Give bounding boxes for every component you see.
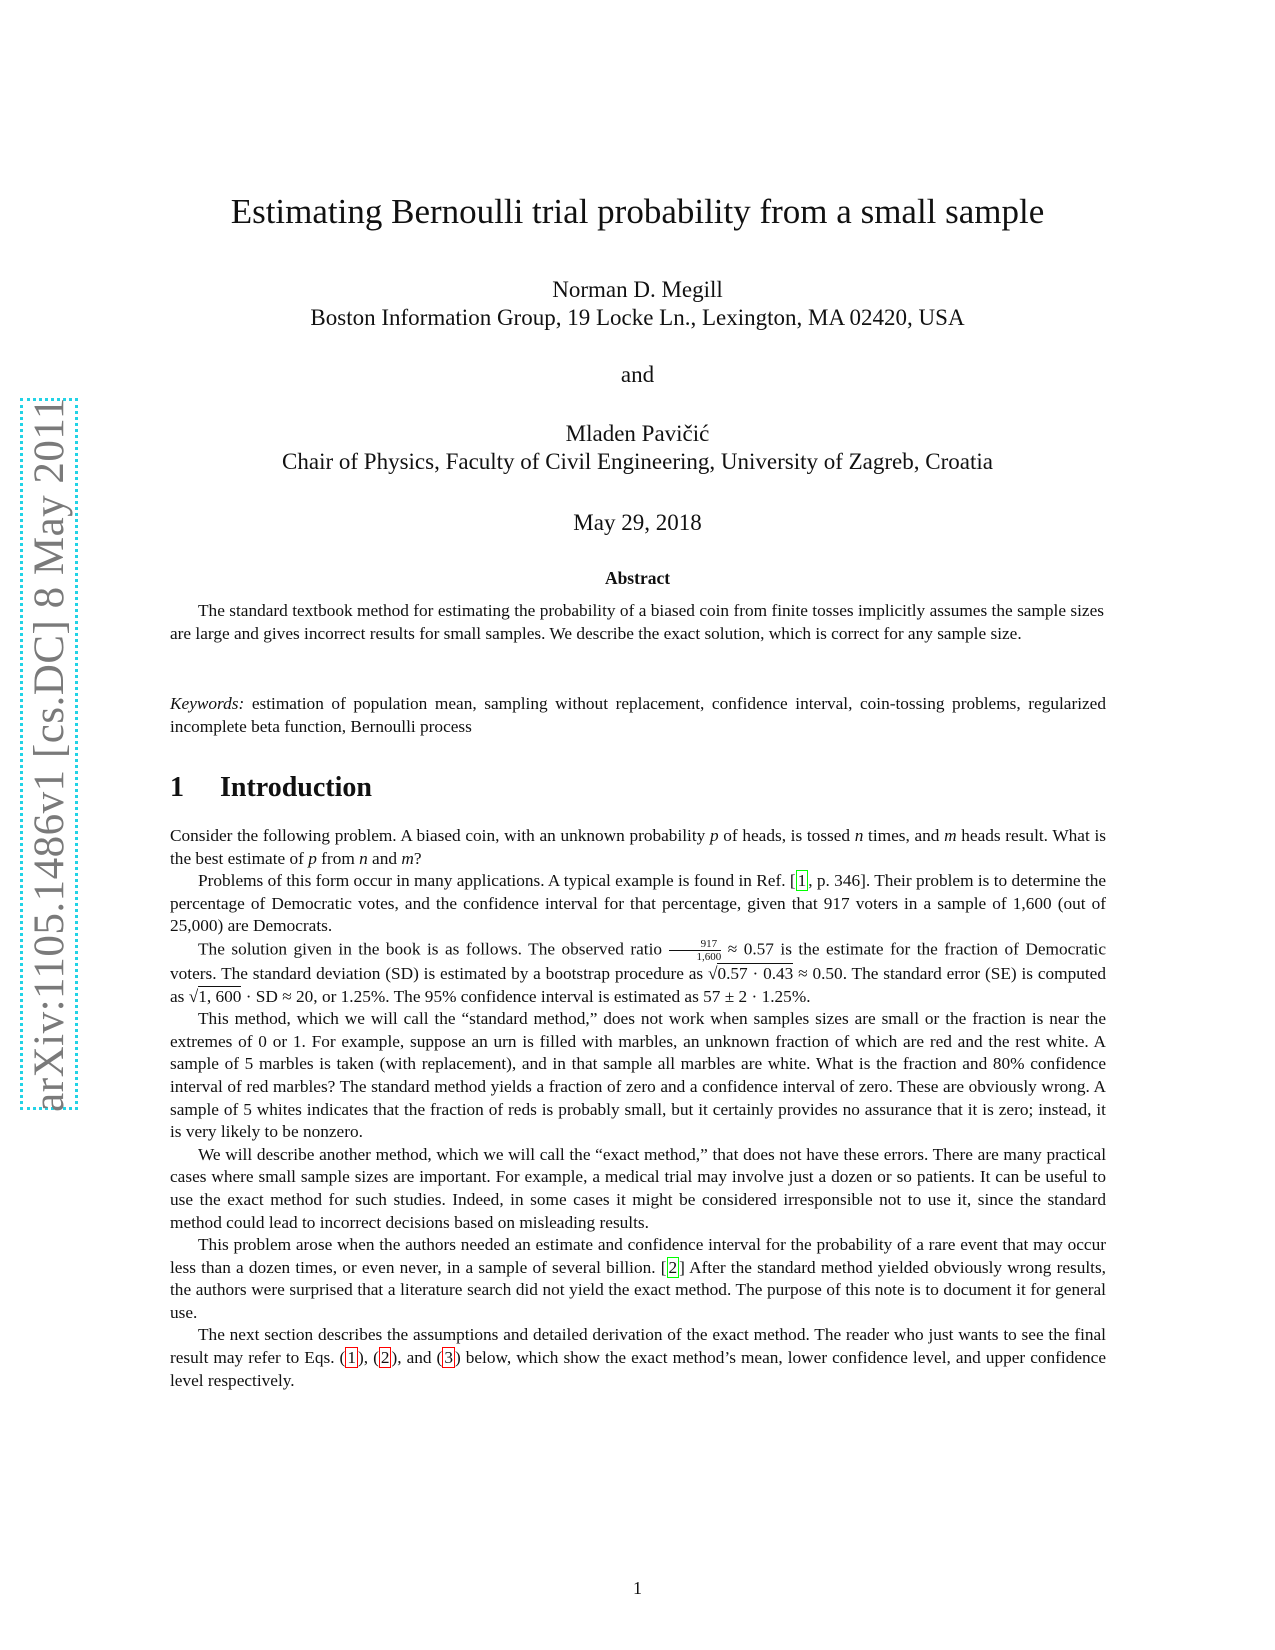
paragraph-5: We will describe another method, which we will call the “exact method,” that does not have these errors. There are many practical cases where small sample sizes are important. For example, a medical trial may involve just a dozen or so patients. It can be useful to use the exact method for such studies. Indeed, in some cases it might be considered irresponsible not to use it, since the standard method could lead to incorrect decisions based on misleading results. xyxy=(170,1144,1106,1232)
abstract-body xyxy=(170,600,1104,645)
paper-title: Estimating Bernoulli trial probability from a small sample xyxy=(230,192,1045,231)
paragraph-2: Problems of this form occur in many applications. A typical example is found in Ref. [ 1 , p. 346]. Their problem is to determine the percentage of Democratic votes, and the confidence interval for that percentage, given that 917 voters in a sample of 1,600 (out of 25,000) are Democrats. xyxy=(170,871,1107,936)
author-affiliation-1: Boston Information Group, 19 Locke Ln., Lexington, MA 02420, USA xyxy=(310,305,965,330)
page-number: 1 xyxy=(633,1578,642,1598)
paragraph-4: This method, which we will call the “standard method,” does not work when samples sizes are small or the fraction is near the extremes of 0 or 1. For example, suppose an urn is filled with marbles, an unknown fraction of which are red and the rest white. A sample of 5 marbles is taken (with replacement), and in that sample all marbles are white. What is the fraction and 80% confidence interval of red marbles? The standard method yields a fraction of zero and a confidence interval of zero. These are obviously wrong. A sample of 5 whites indicates that the fraction of reds is probably small, but it certainly provides no assurance that it is zero; instead, it is very likely to be nonzero. xyxy=(170,1009,1106,1142)
author-name-1: Norman D. Megill xyxy=(552,277,723,302)
paragraph-7: The next section describes the assumptions and detailed derivation of the exact method. The reader who just wants to see the final result may refer to Eqs. ( 1 ), ( 2 ), and ( 3 ) below, which show the exact method’s mean, lower confidence level, and upper confidence level respectively. xyxy=(170,1325,1106,1390)
introduction-body xyxy=(170,825,1106,1392)
keywords xyxy=(170,693,1106,738)
abstract-heading: Abstract xyxy=(604,568,671,588)
paragraph-1: Consider the following problem. A biased coin, with an unknown probability p of heads, is tossed n times, and m heads result. What is the best estimate of p from n and m? xyxy=(170,826,1106,868)
abstract-text: The standard textbook method for estimating the probability of a biased coin from finite tosses implicitly assumes the sample sizes are large and gives incorrect results for small samples. We describe the exact solution, which is correct for any sample size. xyxy=(170,601,1104,643)
paragraph-6: This problem arose when the authors needed an estimate and confidence interval for the probability of a rare event that may occur less than a dozen times, or even never, in a sample of several billion. [ 2 ] After the standard method yielded obviously wrong results, the authors were surprised that a literature search did not yield the exact method. The purpose of this note is to document it for general use. xyxy=(170,1235,1107,1322)
equation-link-2[interactable]: 2 xyxy=(380,1348,390,1368)
fraction-917-1600: $\frac{917}{1,600}$ xyxy=(669,938,722,963)
keywords-list: estimation of population mean, sampling without replacement, confidence interval, coin-tossing problems, regularized incomplete beta function, Bernoulli process xyxy=(170,694,1106,736)
paper-date: May 29, 2018 xyxy=(573,510,702,535)
keywords-label: Keywords: xyxy=(170,694,245,713)
section-heading-introduction xyxy=(170,772,372,804)
equation-link-3[interactable]: 3 xyxy=(444,1348,453,1368)
section-number: 1 xyxy=(170,772,184,803)
author-separator: and xyxy=(620,362,655,387)
paragraph-3: The solution given in the book is as follows. The observed ratio $\frac{917}{1,600}$ ≈ 0.57 is the estimate for the fraction of Democratic voters. The standard deviation (SD) is estimated by a bootstrap procedure as √0.57 · 0.43 ≈ 0.50. The standard error (SE) is computed as √1, 600 · SD ≈ 20, or 1.25%. The 95% confidence interval is estimated as 57 ± 2 · 1.25%. xyxy=(170,937,1106,1006)
section-title: Introduction xyxy=(220,772,372,803)
author-name-2: Mladen Pavičić xyxy=(565,421,710,446)
citation-link-1[interactable]: 1 xyxy=(797,871,807,891)
equation-link-1[interactable]: 1 xyxy=(347,1348,356,1368)
arxiv-stamp xyxy=(20,398,78,1110)
arxiv-identifier: arXiv:1105.1486v1 [cs.DC] 8 May 2011 xyxy=(25,396,73,1112)
author-affiliation-2: Chair of Physics, Faculty of Civil Engineering, University of Zagreb, Croatia xyxy=(282,449,993,474)
citation-link-2[interactable]: 2 xyxy=(668,1257,678,1277)
